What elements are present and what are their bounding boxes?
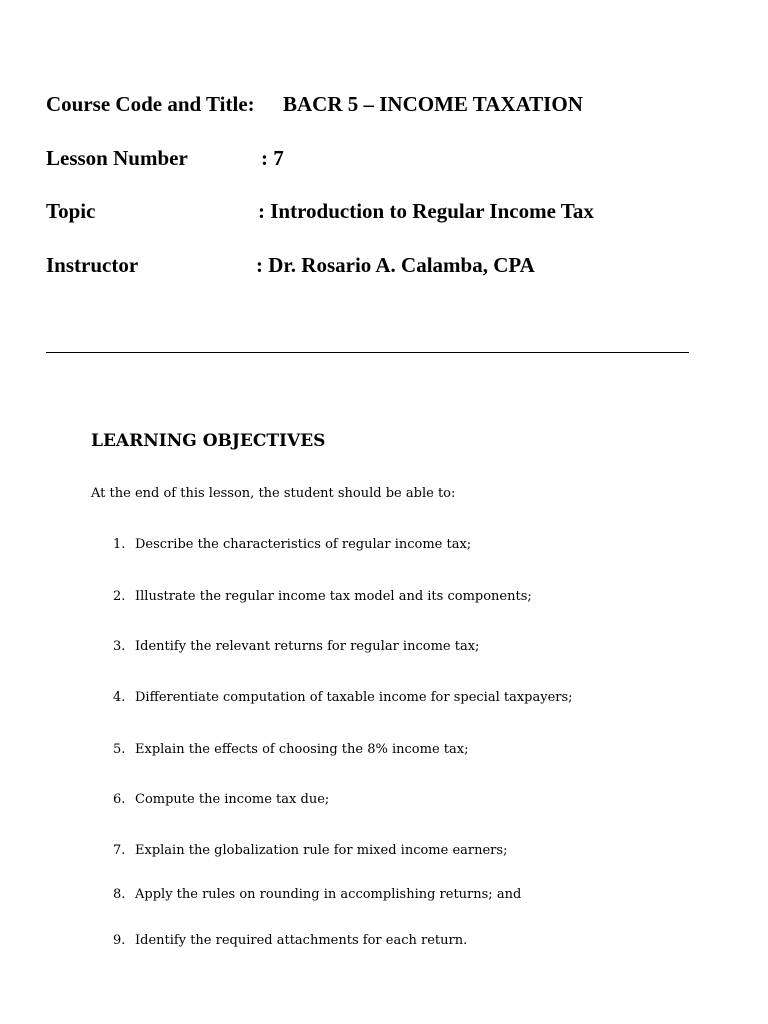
objective-item — [113, 588, 532, 606]
instructor-value: : Dr. Rosario A. Calamba, CPA — [256, 253, 535, 277]
objective-number: 8. — [113, 887, 126, 902]
lesson-number-row — [46, 146, 284, 170]
objective-text: Differentiate computation of taxable income for special taxpayers; — [135, 690, 573, 705]
course-code-title-label: Course Code and Title: — [46, 92, 255, 116]
topic-value: : Introduction to Regular Income Tax — [258, 199, 594, 223]
objective-number: 7. — [113, 843, 126, 858]
objective-number: 4. — [113, 690, 126, 705]
objective-item — [113, 842, 507, 860]
objective-number: 1. — [113, 537, 126, 552]
objective-item — [113, 638, 479, 656]
objective-text: Explain the globalization rule for mixed income earners; — [135, 843, 508, 858]
lesson-number-label: Lesson Number — [46, 146, 188, 170]
separator-line — [46, 352, 689, 353]
instructor-row — [46, 253, 535, 277]
objective-text: Apply the rules on rounding in accomplishing returns; and — [135, 887, 522, 902]
objective-text: Compute the income tax due; — [135, 792, 330, 807]
objective-text: Identify the relevant returns for regular income tax; — [135, 639, 480, 654]
instructor-label: Instructor — [46, 253, 139, 277]
objective-text: Explain the effects of choosing the 8% income tax; — [135, 742, 469, 757]
objective-item — [113, 741, 468, 759]
course-code-title-value: BACR 5 – INCOME TAXATION — [283, 92, 583, 116]
objective-item — [113, 886, 521, 904]
objective-number: 3. — [113, 639, 126, 654]
objective-text: Describe the characteristics of regular income tax; — [135, 537, 472, 552]
topic-label: Topic — [46, 199, 96, 223]
objective-item — [113, 932, 467, 950]
objectives-intro: At the end of this lesson, the student should be able to: — [91, 486, 456, 501]
topic-row — [46, 199, 594, 223]
objective-number: 5. — [113, 742, 126, 757]
lesson-number-value: : 7 — [261, 146, 284, 170]
learning-objectives-heading: LEARNING OBJECTIVES — [91, 431, 326, 451]
objective-item — [113, 536, 471, 554]
objective-item — [113, 689, 573, 707]
objective-item — [113, 791, 329, 809]
objective-number: 9. — [113, 933, 126, 948]
objective-number: 2. — [113, 589, 126, 604]
objective-number: 6. — [113, 792, 126, 807]
course-code-title-row — [46, 92, 583, 116]
objective-text: Identify the required attachments for each return. — [135, 933, 468, 948]
objective-text: Illustrate the regular income tax model and its components; — [135, 589, 532, 604]
